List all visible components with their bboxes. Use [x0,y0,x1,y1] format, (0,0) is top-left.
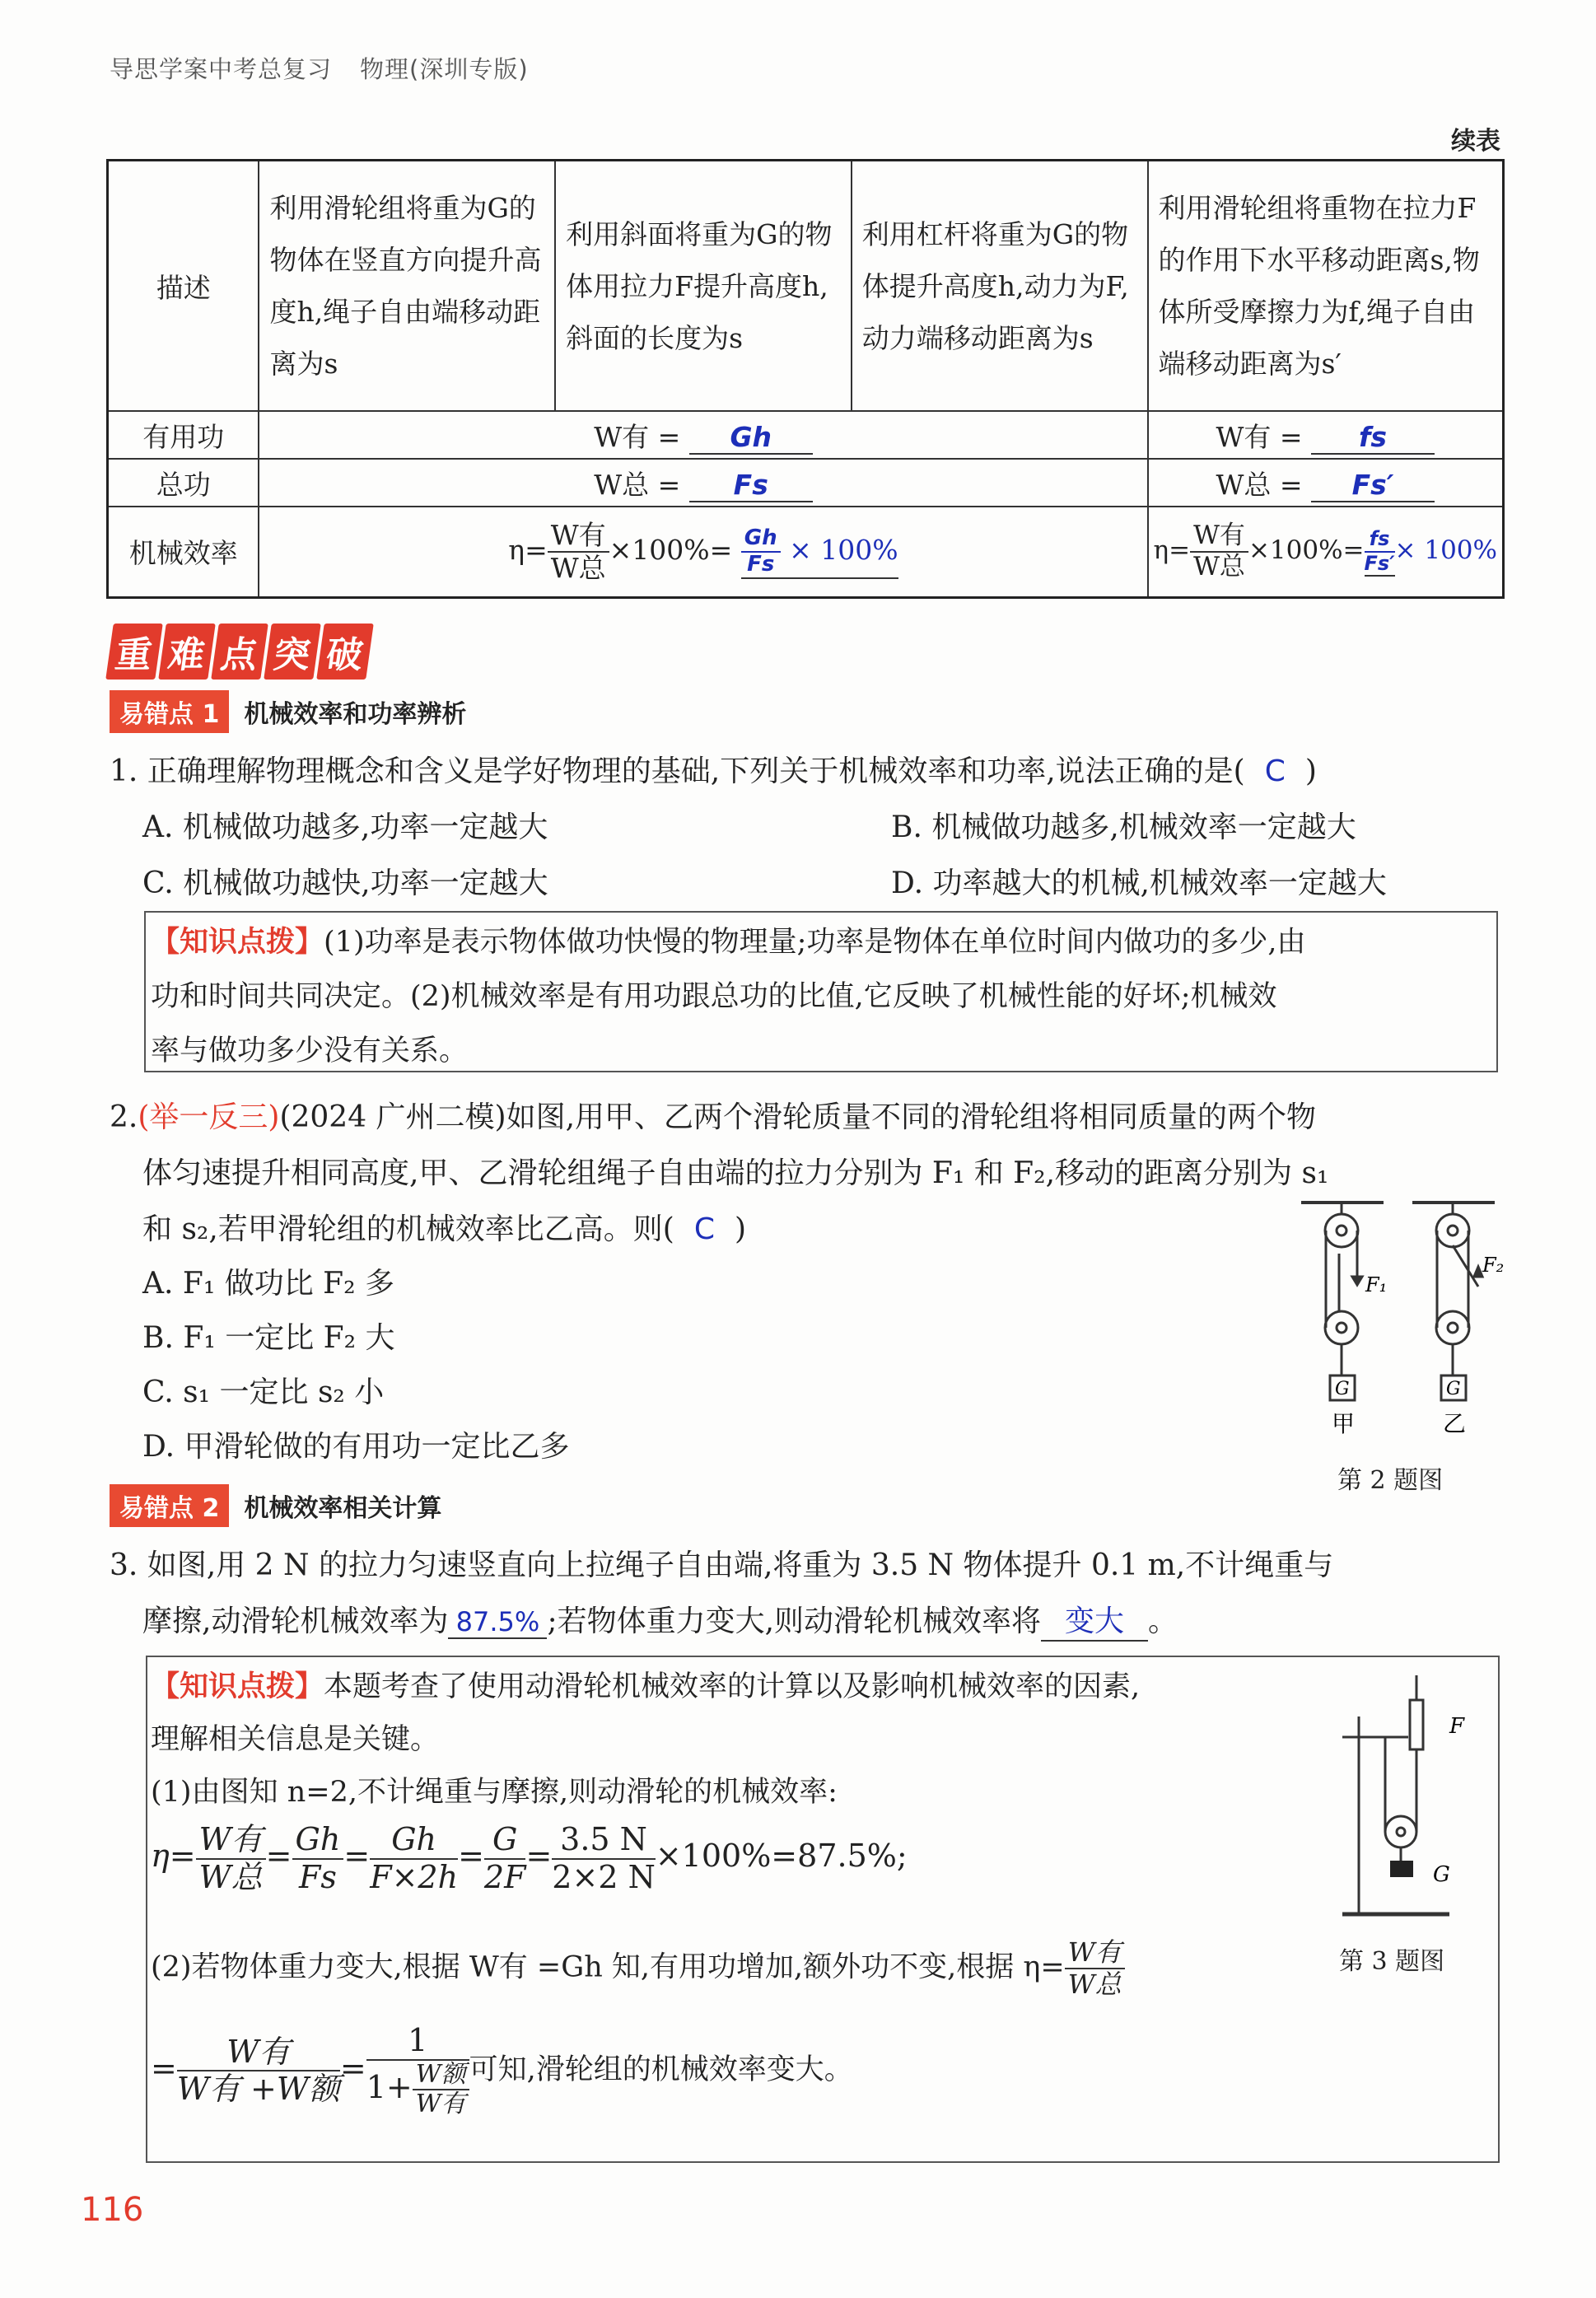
subject-title: 物理(深圳专版) [360,55,529,83]
q3-line1: 3. 如图,用 2 N 的拉力匀速竖直向上拉绳子自由端,将重为 3.5 N 物体提升 0.1 m,不计绳重与 [110,1548,1334,1582]
q2-close: ) [734,1212,747,1246]
q3-line2 [142,1598,1178,1642]
section-char: 突 [264,624,321,680]
q2-tag: (举一反三) [138,1100,280,1134]
pulley-icon [1325,1214,1358,1247]
q2-line3-text: 和 s₂,若甲滑轮组的机械效率比乙高。则( [142,1212,674,1246]
tip1-line1 [151,919,1306,960]
desc-cell: 利用滑轮组将重为G的物体在竖直方向提升高度h,绳子自由端移动距离为s [259,161,555,412]
q3-text: ;若物体重力变大,则动滑轮机械效率将 [547,1604,1042,1638]
q1-option-a: A. 机械做功越多,功率一定越大 [142,810,548,844]
tip3-line1 [151,1664,1140,1705]
frac-num: W有 [1065,1937,1125,1969]
label-f1: F₁ [1365,1273,1388,1296]
eff-answer-2 [1365,528,1395,577]
useful-cell [259,411,1147,459]
table-row-useful [108,411,1504,459]
q2-line3 [142,1206,746,1248]
q2-line2: 体匀速提升相同高度,甲、乙滑轮组绳子自由端的拉力分别为 F₁ 和 F₂,移动的距离分别为 s₁ [142,1156,1329,1190]
frac-den: 2×2 N [552,1858,656,1895]
frac-num: G [484,1822,526,1860]
useful-answer-2: fs [1311,421,1435,455]
q2-num: 2. [110,1100,138,1134]
useful-answer: Gh [689,421,813,455]
row-label: 有用功 [108,411,259,459]
q2-figure-caption: 第 2 题图 [1337,1466,1444,1495]
tip3-line4 [151,1937,1125,2000]
q3-text: 。 [1148,1604,1178,1638]
frac-den: Fs [299,1858,337,1895]
frac-num: Gh [292,1822,344,1860]
eff-ans2-num: fs [1365,528,1395,553]
label-jia: 甲 [1332,1410,1356,1437]
label-yi: 乙 [1443,1410,1467,1437]
q1-answer: C [1264,754,1286,788]
q3-text: 摩擦,动滑轮机械效率为 [142,1604,449,1638]
frac-num: W额 [413,2061,469,2091]
error-tag: 易错点 1 [110,690,229,733]
eff-ans2-den: Fs′ [1364,551,1395,575]
tip-text: 本题考查了使用动滑轮机械效率的计算以及影响机械效率的因素, [324,1670,1141,1703]
section-title [110,624,373,680]
eff-fraction [548,520,609,584]
tip3-line3: (1)由图知 n=2,不计绳重与摩擦,则动滑轮的机械效率: [151,1776,838,1809]
q2-option-c: C. s₁ 一定比 s₂ 小 [142,1376,385,1409]
row-label: 描述 [108,161,259,412]
section-char: 破 [316,624,374,680]
table-row-eff [108,507,1504,597]
q1-close: ) [1304,754,1317,788]
section-char: 点 [211,624,268,680]
eff-ans-num: Gh [741,526,781,553]
section-char: 重 [105,624,163,680]
eta-2: η= [1153,535,1191,566]
total-answer-2: Fs′ [1311,469,1435,502]
eff-mid-2: ×100%= [1248,535,1365,566]
section-char: 难 [158,624,216,680]
q1-option-d: D. 功率越大的机械,机械效率一定越大 [891,866,1387,900]
frac-den: W有 [415,2090,466,2119]
tip-label: 【知识点拨】 [151,1670,324,1703]
error-title: 机械效率相关计算 [244,1494,442,1523]
label-g: G [1433,1862,1450,1887]
useful-cell-2 [1148,411,1504,459]
page-number: 116 [81,2191,144,2229]
error-tag: 易错点 2 [110,1484,229,1527]
error-point-2 [110,1484,441,1527]
label-g: G [1446,1379,1461,1399]
tip3-line2: 理解相关信息是关键。 [151,1723,440,1756]
tip3-formula-2: = $\frac{\text{W有}}{\text{W有 +W额}}$ = 1 1+ $\frac{\text{W额}}{\text{W有}}$ 可知,滑轮组的机械效率变大。 [151,2022,853,2119]
frac-num: Gh [370,1822,458,1860]
q2-option-b: B. F₁ 一定比 F₂ 大 [142,1321,395,1355]
eff-cell-2 [1148,507,1504,597]
q3-pulley-figure [1334,1667,1491,1939]
frac-den: W总 [198,1858,263,1895]
tip-label: 【知识点拨】 [151,925,324,959]
eta: η= [508,533,548,566]
eff-fraction-2 [1190,521,1248,582]
weight-icon [1390,1861,1413,1877]
q2-line1 [110,1094,1316,1136]
pulley-icon [1385,1816,1416,1847]
useful-prefix-2: W有 = [1216,420,1303,453]
frac-den-prefix: 1+ [366,2068,413,2105]
book-title: 导思学案中考总复习 [110,55,333,83]
frac-num: W有 [548,520,609,553]
formula-tail: ×100%=87.5%; [655,1838,908,1875]
tip-text: (1)功率是表示物体做功快慢的物理量;功率是物体在单位时间内做功的多少,由 [324,926,1306,959]
frac-den: F×2h [370,1858,459,1895]
desc-cell: 利用斜面将重为G的物体用拉力F提升高度h,斜面的长度为s [555,161,852,412]
tip1-line3: 率与做功多少没有关系。 [151,1035,469,1067]
desc-cell: 利用滑轮组将重物在拉力F的作用下水平移动距离s,物体所受摩擦力为f,绳子自由端移动距离为s′ [1148,161,1504,412]
tip-text: (2)若物体重力变大,根据 W有 =Gh 知,有用功增加,额外功不变,根据 η= [151,1950,1065,1984]
total-prefix: W总 = [594,468,681,501]
frac-den: W总 [550,551,606,584]
row-label: 机械效率 [108,507,259,597]
eff-mid: ×100%= [609,533,733,566]
q2-option-d: D. 甲滑轮做的有用功一定比乙多 [142,1430,570,1464]
frac-num: 1 [366,2023,469,2061]
q3-answer-2: 变大 [1041,1598,1148,1642]
total-answer: Fs [689,469,813,502]
error-point-1 [110,690,466,733]
frac-num: 3.5 N [552,1822,656,1860]
q1-option-b: B. 机械做功越多,机械效率一定越大 [891,810,1356,844]
continued-label: 续表 [1451,127,1500,156]
tip1-line2: 功和时间共同决定。(2)机械效率是有用功跟总功的比值,它反映了机械性能的好坏;机械效 [151,980,1277,1013]
total-prefix-2: W总 = [1216,468,1303,501]
frac-num: W有 [1190,521,1248,553]
label-f2: F₂ [1482,1254,1505,1277]
pulley-icon [1325,1311,1358,1344]
label-g: G [1335,1379,1350,1399]
q2-answer: C [693,1212,715,1246]
q3-figure-caption: 第 3 题图 [1339,1947,1445,1976]
tip-text: 可知,滑轮组的机械效率变大。 [469,2053,853,2086]
pulley-icon [1436,1214,1469,1247]
q2-line1-text: (2024 广州二模)如图,用甲、乙两个滑轮质量不同的滑轮组将相同质量的两个物 [279,1100,1317,1134]
total-cell [259,459,1147,507]
row-label: 总功 [108,459,259,507]
q2-option-a: A. F₁ 做功比 F₂ 多 [142,1267,395,1301]
tip3-formula-1: η= $\frac{\text{W有}}{\text{W总}}$ = $\frac{Gh}{Fs}$ = $\frac{Gh}{F\times 2h}$ = $\frac{G}{2F}$ = $\frac{3.5 N}{2\times 2 N}$ ×100%=87.5%; [151,1821,908,1895]
table-row-desc [108,161,1504,412]
eff-answer [741,526,898,579]
label-f: F [1449,1714,1465,1739]
total-cell-2 [1148,459,1504,507]
spring-scale-icon [1410,1700,1423,1749]
eff-ans-suffix: × 100% [789,533,898,566]
desc-cell: 利用杠杆将重为G的物体提升高度h,动力为F,动力端移动距离为s [852,161,1148,412]
eff-ans-den: Fs [747,551,775,577]
frac-den: 2F [483,1858,526,1895]
q1-stem [110,748,1317,790]
frac-num: W有 [196,1822,266,1860]
q1-option-c: C. 机械做功越快,功率一定越大 [142,866,548,900]
useful-prefix: W有 = [594,420,681,453]
frac-den: W有 +W额 [176,2071,340,2108]
q1-stem-text: 1. 正确理解物理概念和含义是学好物理的基础,下列关于机械效率和功率,说法正确的是( [110,754,1245,788]
frac-num: W有 [177,2034,340,2072]
pulley-icon [1436,1311,1469,1344]
eff-ans2-suffix: × 100% [1394,535,1497,566]
page-header [110,51,557,85]
frac-den: W总 [1067,1968,1122,2000]
error-title: 机械效率和功率辨析 [244,700,467,729]
q3-answer-1: 87.5% [448,1606,547,1639]
eff-cell [259,507,1147,597]
table-row-total [108,459,1504,507]
frac-den: W总 [1193,551,1245,582]
efficiency-table [106,159,1505,599]
q2-pulley-figure [1285,1196,1505,1443]
eta: η= [151,1838,196,1875]
